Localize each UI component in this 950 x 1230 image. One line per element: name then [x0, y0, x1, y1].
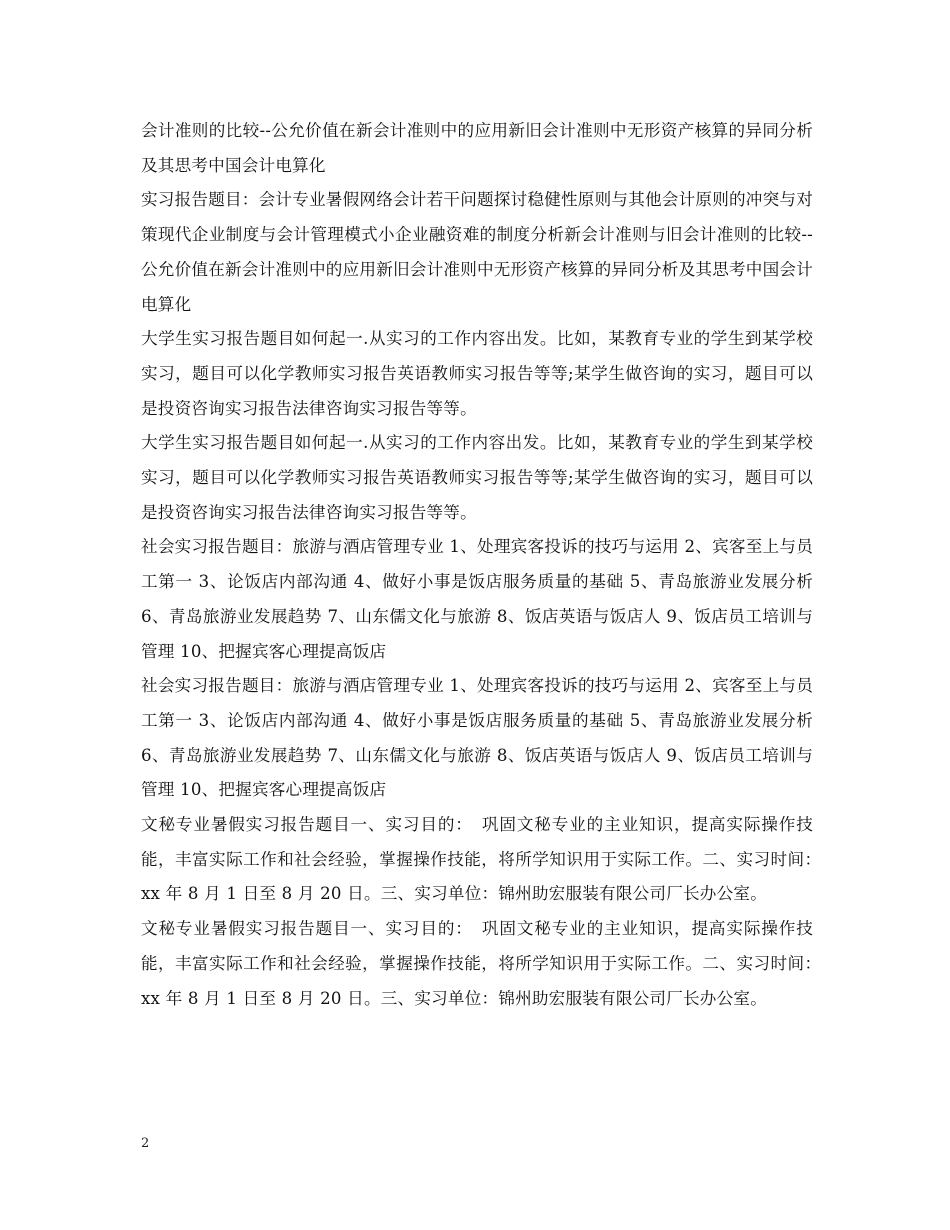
paragraph-4: 大学生实习报告题目如何起一.从实习的工作内容出发。比如，某教育专业的学生到某学校实习，题目可以化学教师实习报告英语教师实习报告等等;某学生做咨询的实习，题目可以是投资咨询实习报告法律咨询实习报告等等。	[141, 433, 813, 522]
paragraph-1: 会计准则的比较--公允价值在新会计准则中的应用新旧会计准则中无形资产核算的异同分析及其思考中国会计电算化	[141, 121, 813, 175]
paragraph-5: 社会实习报告题目：旅游与酒店管理专业 1、处理宾客投诉的技巧与运用 2、宾客至上与员工第一 3、论饭店内部沟通 4、做好小事是饭店服务质量的基础 5、青岛旅游业发展分析 6、青岛旅游业发展趋势 7、山东儒文化与旅游 8、饭店英语与饭店人 9、饭店员工培训与管理 10、把握宾客心理提高饭店	[141, 537, 813, 661]
document-body	[141, 114, 830, 1016]
page-number: 2	[141, 1136, 150, 1151]
paragraph-3: 大学生实习报告题目如何起一.从实习的工作内容出发。比如，某教育专业的学生到某学校实习，题目可以化学教师实习报告英语教师实习报告等等;某学生做咨询的实习，题目可以是投资咨询实习报告法律咨询实习报告等等。	[141, 329, 813, 418]
paragraph-8: 文秘专业暑假实习报告题目一、实习目的： 巩固文秘专业的主业知识，提高实际操作技能，丰富实际工作和社会经验，掌握操作技能，将所学知识用于实际工作。二、实习时间： xx 年 8 月 1 日至 8 月 20 日。三、实习单位：锦州助宏服装有限公司厂长办公室。	[141, 919, 830, 1008]
paragraph-2: 实习报告题目：会计专业暑假网络会计若干问题探讨稳健性原则与其他会计原则的冲突与对策现代企业制度与会计管理模式小企业融资难的制度分析新会计准则与旧会计准则的比较--公允价值在新会计准则中的应用新旧会计准则中无形资产核算的异同分析及其思考中国会计电算化	[141, 190, 813, 314]
paragraph-7: 文秘专业暑假实习报告题目一、实习目的： 巩固文秘专业的主业知识，提高实际操作技能，丰富实际工作和社会经验，掌握操作技能，将所学知识用于实际工作。二、实习时间： xx 年 8 月 1 日至 8 月 20 日。三、实习单位：锦州助宏服装有限公司厂长办公室。	[141, 815, 830, 904]
paragraph-6: 社会实习报告题目：旅游与酒店管理专业 1、处理宾客投诉的技巧与运用 2、宾客至上与员工第一 3、论饭店内部沟通 4、做好小事是饭店服务质量的基础 5、青岛旅游业发展分析 6、青岛旅游业发展趋势 7、山东儒文化与旅游 8、饭店英语与饭店人 9、饭店员工培训与管理 10、把握宾客心理提高饭店	[141, 676, 813, 800]
